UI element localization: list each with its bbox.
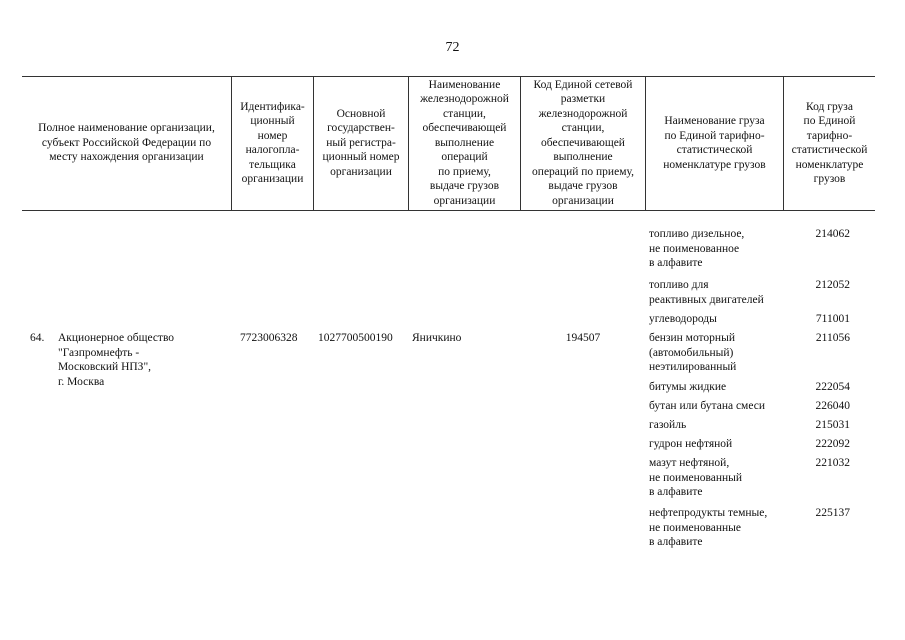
header-cargo-code: [784, 76, 875, 210]
table-header-bottom-border: [22, 210, 875, 211]
header-cargo-code-text: Код груза по Единой тарифно- статистической номенклатуре грузов: [791, 100, 868, 185]
cargo-name: топливо дизельное, не поименованное в алфавите: [649, 228, 745, 269]
cargo-code: 211056: [815, 332, 850, 344]
header-org-name: [22, 76, 231, 210]
cargo-code: 212052: [815, 279, 850, 291]
cargo-code: 222092: [815, 438, 850, 450]
cargo-name: гудрон нефтяной: [649, 438, 733, 450]
row-number: 64.: [30, 332, 45, 344]
header-station-name-text: Наименование железнодорожной станции, обеспечивающей выполнение операций по приему, выдаче грузов организации: [420, 78, 509, 207]
row-ogrn: 1027700500190: [318, 332, 393, 344]
cargo-code: 226040: [815, 400, 850, 412]
cargo-name: газойль: [649, 419, 687, 431]
cargo-code: 225137: [815, 507, 850, 519]
header-inn: [232, 76, 313, 210]
header-station-code: [521, 76, 645, 210]
cargo-name: битумы жидкие: [649, 381, 727, 393]
cargo-code: 221032: [815, 457, 850, 469]
cargo-code: 222054: [815, 381, 850, 393]
header-ogrn-text: Основной государствен- ный регистра- ционный номер организации: [322, 107, 400, 178]
header-cargo-name: [646, 76, 783, 210]
header-inn-text: Идентифика- ционный номер налогопла- тельщика организации: [240, 100, 305, 185]
cargo-code: 711001: [815, 313, 850, 325]
cargo-name: бутан или бутана смеси: [649, 400, 765, 412]
header-station-code-text: Код Единой сетевой разметки железнодорожной станции, обеспечивающей выполнение операций по приему, выдаче грузов организации: [532, 78, 634, 207]
cargo-name: топливо для реактивных двигателей: [649, 279, 764, 306]
row-inn: 7723006328: [240, 332, 298, 344]
header-cargo-name-text: Наименование груза по Единой тарифно- статистической номенклатуре грузов: [663, 115, 766, 171]
header-ogrn: [314, 76, 408, 210]
row-station-code: 194507: [565, 332, 601, 344]
row-org-name: Акционерное общество "Газпромнефть - Московский НПЗ", г. Москва: [58, 332, 175, 388]
cargo-code: 214062: [815, 228, 850, 240]
cargo-name: бензин моторный (автомобильный) неэтилированный: [649, 332, 737, 373]
page-number: 72: [445, 40, 460, 55]
cargo-name: мазут нефтяной, не поименованный в алфавите: [649, 457, 743, 498]
cargo-name: нефтепродукты темные, не поименованные в алфавите: [649, 507, 768, 548]
cargo-name: углеводороды: [649, 313, 717, 325]
cargo-code: 215031: [815, 419, 850, 431]
row-station-name: Яничкино: [412, 332, 462, 344]
header-station-name: [409, 76, 520, 210]
header-org-name-text: Полное наименование организации, субъект Российской Федерации по месту нахождения организации: [38, 122, 215, 164]
